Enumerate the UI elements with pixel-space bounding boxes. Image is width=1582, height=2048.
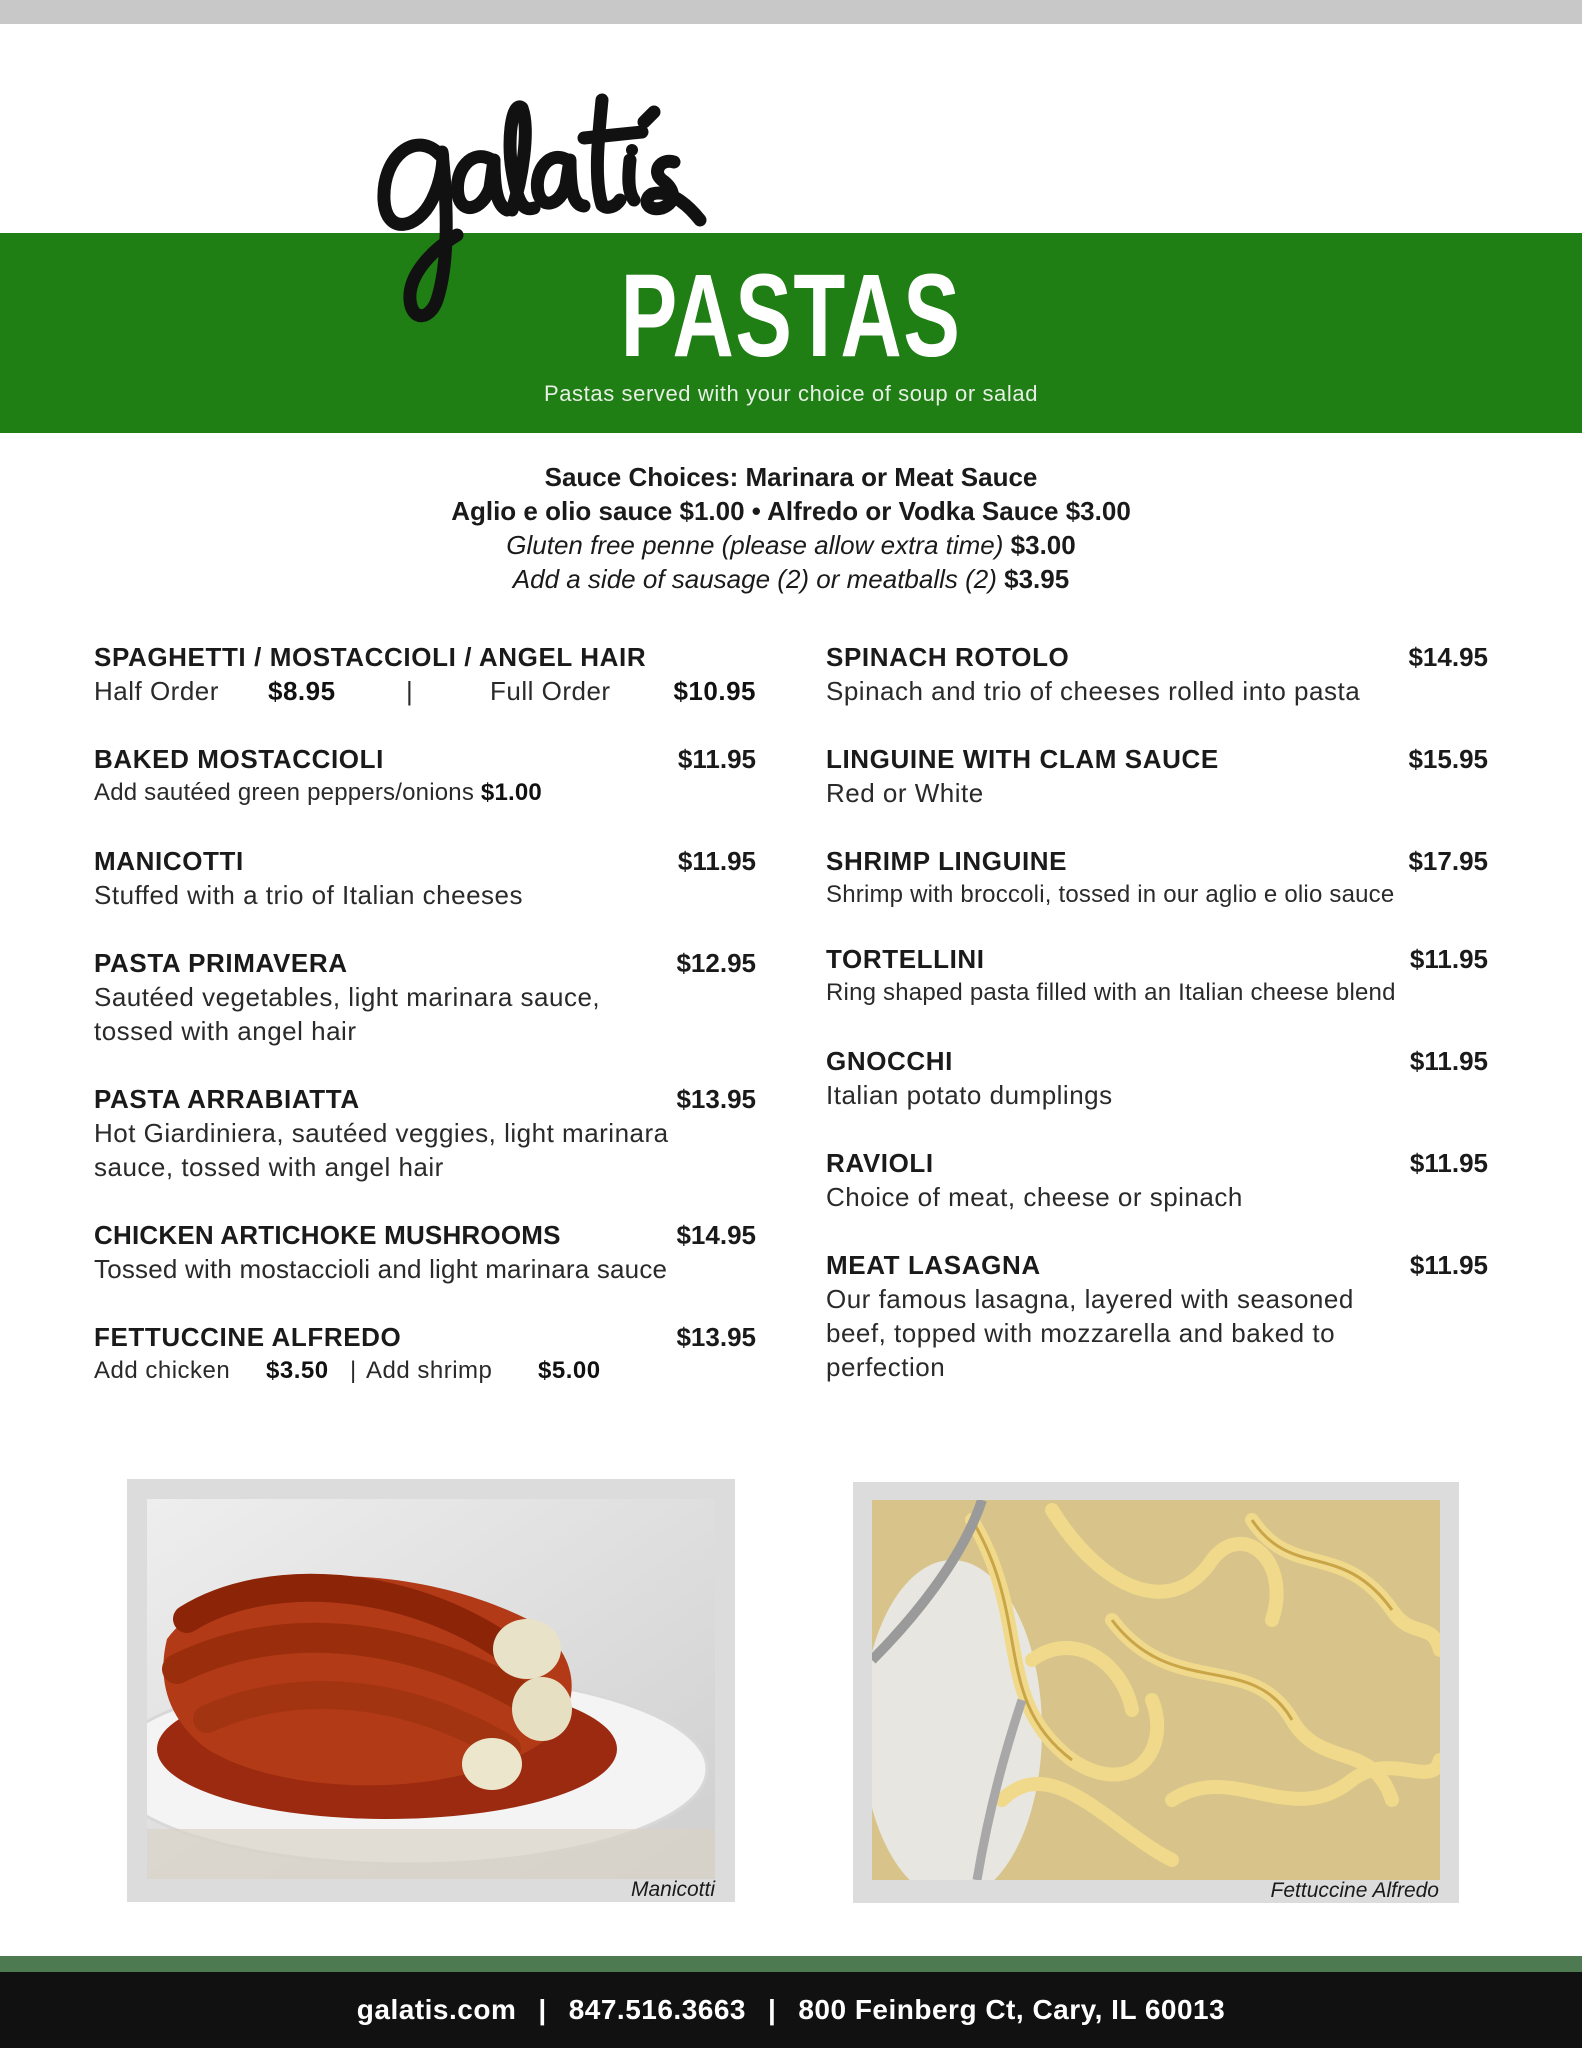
item-name: RAVIOLI <box>826 1148 934 1178</box>
item-name: CHICKEN ARTICHOKE MUSHROOMS <box>94 1220 561 1250</box>
item-desc: Stuffed with a trio of Italian cheeses <box>94 880 523 910</box>
side-price: $3.95 <box>1004 564 1070 594</box>
add-shrimp-price: $5.00 <box>538 1357 601 1384</box>
menu-item <box>94 640 756 708</box>
side-text: Add a side of sausage (2) or meatballs (2) <box>512 564 997 594</box>
menu-item <box>826 1248 1488 1384</box>
item-desc-line: tossed with angel hair <box>94 1016 357 1046</box>
item-desc: Italian potato dumplings <box>826 1080 1113 1110</box>
item-price: $11.95 <box>677 744 756 774</box>
page-title: PASTAS <box>620 250 962 382</box>
item-desc-line: Hot Giardiniera, sautéed veggies, light marinara <box>94 1118 669 1148</box>
menu-item <box>826 1044 1488 1112</box>
half-order-label: Half Order <box>94 676 219 706</box>
half-order-price: $8.95 <box>268 676 336 706</box>
menu-item <box>94 1320 756 1388</box>
item-desc-line: sauce, tossed with angel hair <box>94 1152 444 1182</box>
item-name: BAKED MOSTACCIOLI <box>94 744 384 774</box>
sauce-line-1: Sauce Choices: Marinara or Meat Sauce <box>544 462 1038 492</box>
sauce-line-4 <box>0 562 1582 596</box>
item-desc: Spinach and trio of cheeses rolled into pasta <box>826 676 1361 706</box>
footer-green-stripe <box>0 1956 1582 1972</box>
item-desc-line: Our famous lasagna, layered with seasoned <box>826 1284 1354 1314</box>
galatis-logo <box>362 60 707 330</box>
menu-item <box>94 844 756 912</box>
item-price: $11.95 <box>1409 944 1488 974</box>
item-name: PASTA PRIMAVERA <box>94 948 348 978</box>
desc-text: Add sautéed green peppers/onions <box>94 779 475 806</box>
item-desc: Ring shaped pasta filled with an Italian cheese blend <box>826 979 1396 1006</box>
menu-item <box>826 1146 1488 1214</box>
full-order-price: $10.95 <box>673 676 756 706</box>
item-price: $11.95 <box>1409 1250 1488 1280</box>
item-price: $13.95 <box>676 1084 756 1114</box>
menu-item <box>94 1082 756 1184</box>
item-desc <box>94 776 756 810</box>
fettuccine-caption: Fettuccine Alfredo <box>1270 1879 1439 1902</box>
page-subtitle: Pastas served with your choice of soup or salad <box>543 381 1039 406</box>
add-ons-row <box>94 1354 756 1388</box>
menu-item <box>94 946 756 1048</box>
footer-website[interactable]: galatis.com <box>356 1994 517 2025</box>
menu-item <box>826 844 1488 912</box>
manicotti-photo-frame <box>127 1479 735 1902</box>
footer-address: 800 Feinberg Ct, Cary, IL 60013 <box>798 1994 1226 2025</box>
sauce-line-2: Aglio e olio sauce $1.00 • Alfredo or Vodka Sauce $3.00 <box>451 496 1131 526</box>
fettuccine-photo-frame <box>853 1482 1459 1903</box>
order-size-row <box>94 674 756 708</box>
item-price: $11.95 <box>1409 1148 1488 1178</box>
manicotti-photo <box>147 1499 715 1879</box>
item-price: $11.95 <box>677 846 756 876</box>
add-chicken-price: $3.50 <box>266 1357 329 1384</box>
menu-item <box>826 640 1488 708</box>
item-price: $14.95 <box>1408 642 1488 672</box>
item-desc-line: perfection <box>826 1352 946 1382</box>
menu-item <box>826 742 1488 810</box>
top-gray-bar <box>0 0 1582 24</box>
item-price: $14.95 <box>676 1220 756 1250</box>
item-name: SPAGHETTI / MOSTACCIOLI / ANGEL HAIR <box>94 642 647 672</box>
item-name: SPINACH ROTOLO <box>826 642 1070 672</box>
item-price: $12.95 <box>676 948 756 978</box>
item-desc: Red or White <box>826 778 984 808</box>
sauce-choices <box>0 460 1582 596</box>
footer-separator: | <box>538 1994 547 2025</box>
item-name: GNOCCHI <box>826 1046 953 1076</box>
menu-item <box>94 1218 756 1286</box>
menu-item <box>94 742 756 810</box>
item-price: $17.95 <box>1408 846 1488 876</box>
item-name: LINGUINE WITH CLAM SAUCE <box>826 744 1219 774</box>
add-on-divider: | <box>350 1357 357 1384</box>
add-shrimp-label: Add shrimp <box>366 1357 493 1384</box>
sauce-line-3 <box>0 528 1582 562</box>
item-desc: Choice of meat, cheese or spinach <box>826 1182 1243 1212</box>
item-name: SHRIMP LINGUINE <box>826 846 1068 876</box>
item-name: MANICOTTI <box>94 846 244 876</box>
footer-phone[interactable]: 847.516.3663 <box>568 1994 746 2025</box>
item-desc: Shrimp with broccoli, tossed in our aglio e olio sauce <box>826 881 1395 908</box>
order-divider: | <box>406 676 414 706</box>
item-name: FETTUCCINE ALFREDO <box>94 1322 402 1352</box>
gluten-free-text: Gluten free penne (please allow extra time) <box>506 530 1004 560</box>
footer-separator: | <box>767 1994 777 2025</box>
full-order-label: Full Order <box>490 676 611 706</box>
menu-item <box>826 942 1488 1010</box>
item-name: TORTELLINI <box>826 944 985 974</box>
gluten-free-price: $3.00 <box>1010 530 1076 560</box>
item-desc: Tossed with mostaccioli and light marinara sauce <box>94 1254 668 1284</box>
add-chicken-label: Add chicken <box>94 1357 231 1384</box>
fettuccine-photo <box>872 1500 1440 1880</box>
item-desc-line: Sautéed vegetables, light marinara sauce, <box>94 982 601 1012</box>
desc-price: $1.00 <box>480 779 542 806</box>
footer-bar <box>0 1972 1582 2048</box>
title-banner <box>0 233 1582 433</box>
manicotti-caption: Manicotti <box>630 1878 715 1901</box>
item-price: $11.95 <box>1409 1046 1488 1076</box>
item-desc-line: beef, topped with mozzarella and baked to <box>826 1318 1336 1348</box>
item-price: $15.95 <box>1408 744 1488 774</box>
item-name: MEAT LASAGNA <box>826 1250 1041 1280</box>
item-name: PASTA ARRABIATTA <box>94 1084 360 1114</box>
item-price: $13.95 <box>676 1322 756 1352</box>
